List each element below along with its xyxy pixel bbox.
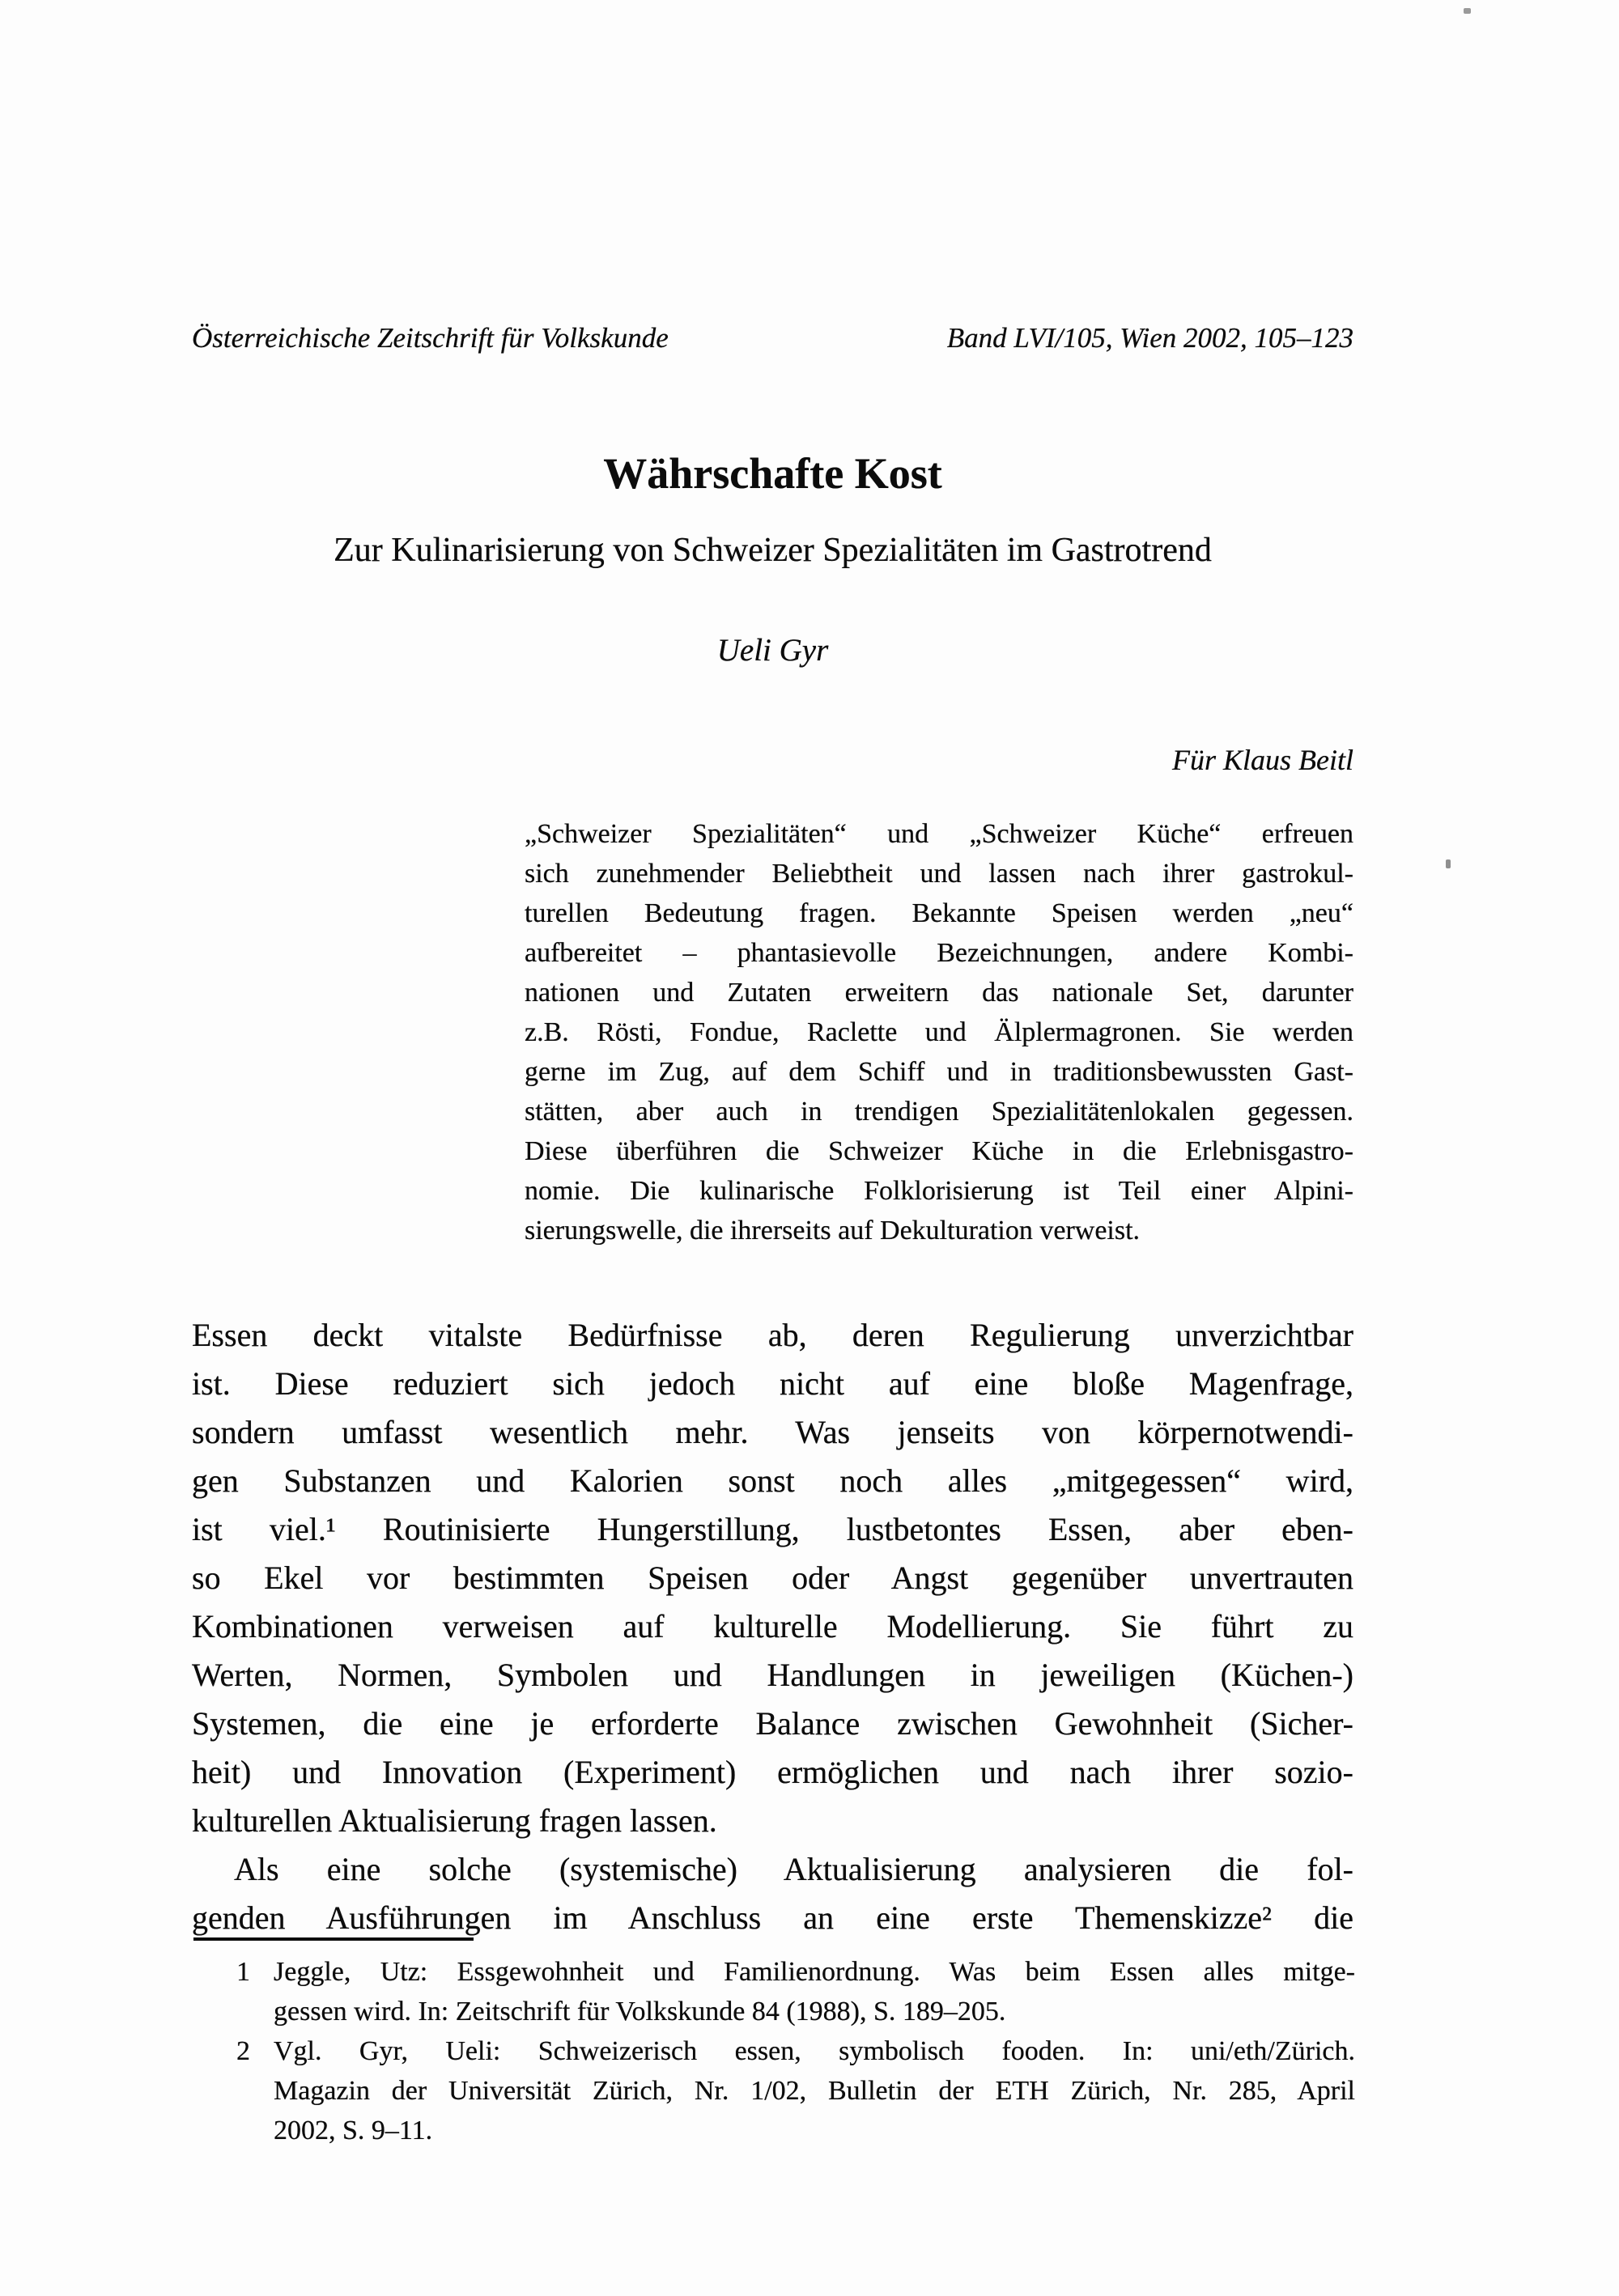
body-text — [192, 1311, 1353, 1942]
article-author: Ueli Gyr — [716, 633, 829, 668]
footnotes — [236, 1952, 1355, 2150]
body-line: so Ekel vor bestimmten Speisen oder Angst gegenüber unvertrauten — [192, 1560, 1353, 1596]
footnote-line: Magazin der Universität Zürich, Nr. 1/02, Bulletin der ETH Zürich, Nr. 285, April — [274, 2076, 1355, 2106]
footnote-line: Jeggle, Utz: Essgewohnheit und Familienordnung. Was beim Essen alles mitge- — [274, 1957, 1355, 1987]
abstract-line: gerne im Zug, auf dem Schiff und in traditionsbewussten Gast- — [525, 1057, 1353, 1087]
abstract-line: „Schweizer Spezialitäten“ und „Schweizer Küche“ erfreuen — [525, 819, 1353, 849]
journal-header — [192, 320, 1353, 356]
dedication: Für Klaus Beitl — [1172, 744, 1353, 776]
body-line: genden Ausführungen im Anschluss an eine erste Themenskizze² die — [192, 1899, 1353, 1936]
body-line: Kombinationen verweisen auf kulturelle Modellierung. Sie führt zu — [192, 1608, 1353, 1645]
abstract-line: Diese überführen die Schweizer Küche in die Erlebnisgastro- — [525, 1136, 1353, 1166]
footnote-line: 2002, S. 9–11. — [274, 2116, 433, 2145]
abstract-line: aufbereitet – phantasievolle Bezeichnungen, andere Kombi- — [525, 938, 1353, 968]
body-line: sondern umfasst wesentlich mehr. Was jenseits von körpernotwendi- — [192, 1414, 1353, 1450]
body-line: Als eine solche (systemische) Aktualisierung analysieren die fol- — [234, 1851, 1353, 1887]
footnote-separator — [193, 1937, 474, 1941]
body-line: heit) und Innovation (Experiment) ermöglichen und nach ihrer sozio- — [192, 1754, 1353, 1790]
scan-speck — [1464, 8, 1471, 14]
footnote-line: Vgl. Gyr, Ueli: Schweizerisch essen, symbolisch fooden. In: uni/eth/Zürich. — [274, 2036, 1355, 2066]
abstract-line: turellen Bedeutung fragen. Bekannte Speisen werden „neu“ — [525, 898, 1353, 928]
article-subtitle: Zur Kulinarisierung von Schweizer Spezialitäten im Gastrotrend — [334, 532, 1212, 569]
article-title: Währschafte Kost — [603, 449, 942, 498]
scan-speck — [1446, 859, 1451, 868]
abstract-block — [525, 814, 1353, 1250]
body-line: Essen deckt vitalste Bedürfnisse ab, deren Regulierung unverzichtbar — [192, 1317, 1353, 1353]
body-line: Werten, Normen, Symbolen und Handlungen in jeweiligen (Küchen-) — [192, 1657, 1353, 1693]
journal-issue: Band LVI/105, Wien 2002, 105–123 — [946, 322, 1353, 354]
footnote — [236, 2031, 1355, 2150]
paragraph — [192, 1311, 1353, 1845]
body-line: Systemen, die eine je erforderte Balance zwischen Gewohnheit (Sicher- — [192, 1705, 1353, 1742]
abstract-line: sierungswelle, die ihrerseits auf Dekulturation verweist. — [525, 1216, 1141, 1246]
abstract-line: z.B. Rösti, Fondue, Raclette und Älplermagronen. Sie werden — [525, 1017, 1353, 1047]
footnote — [236, 1952, 1355, 2031]
body-line: gen Substanzen und Kalorien sonst noch alles „mitgegessen“ wird, — [192, 1462, 1353, 1499]
footnote-line: gessen wird. In: Zeitschrift für Volkskunde 84 (1988), S. 189–205. — [274, 1997, 1006, 2027]
paragraph — [192, 1845, 1353, 1942]
journal-name: Österreichische Zeitschrift für Volkskunde — [192, 322, 669, 354]
body-line: kulturellen Aktualisierung fragen lassen. — [192, 1802, 717, 1839]
abstract-line: sich zunehmender Beliebtheit und lassen nach ihrer gastrokul- — [525, 859, 1353, 889]
abstract-line: nomie. Die kulinarische Folklorisierung ist Teil einer Alpini- — [525, 1176, 1353, 1206]
footnote-number: 2 — [236, 2036, 250, 2066]
abstract-line: nationen und Zutaten erweitern das nationale Set, darunter — [525, 978, 1353, 1008]
body-line: ist viel.¹ Routinisierte Hungerstillung, lustbetontes Essen, aber eben- — [192, 1511, 1353, 1547]
footnote-number: 1 — [236, 1957, 250, 1987]
body-line: ist. Diese reduziert sich jedoch nicht auf eine bloße Magenfrage, — [192, 1365, 1353, 1402]
abstract-line: stätten, aber auch in trendigen Spezialitätenlokalen gegessen. — [525, 1097, 1353, 1127]
